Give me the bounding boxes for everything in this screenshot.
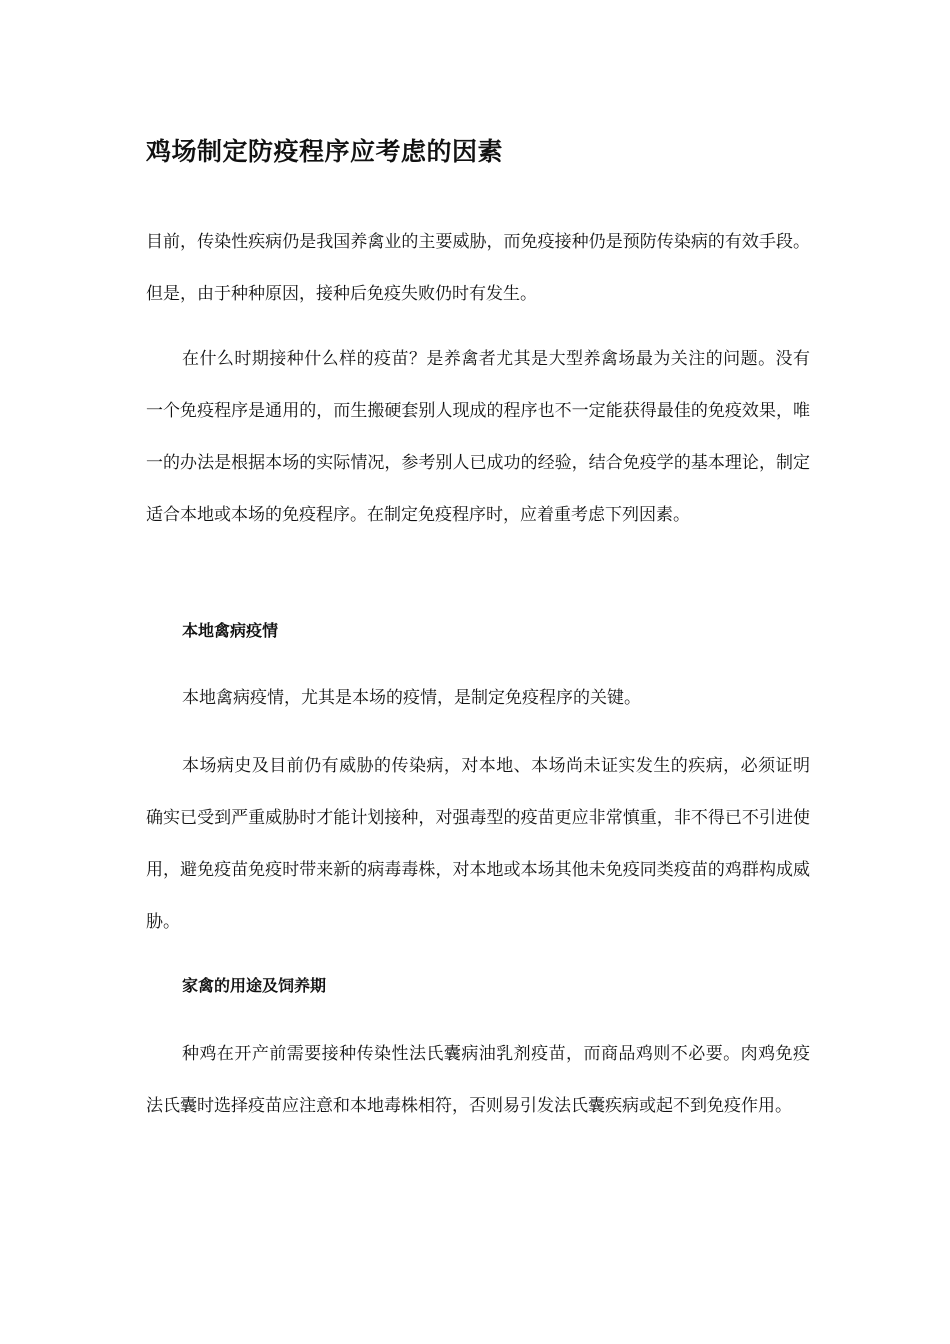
document-title: 鸡场制定防疫程序应考虑的因素	[146, 137, 504, 166]
section-heading-local-epidemic: 本地禽病疫情	[182, 621, 279, 640]
section-heading-poultry-use: 家禽的用途及饲养期	[182, 976, 327, 995]
section2-paragraph-1: 种鸡在开产前需要接种传染性法氏囊病油乳剂疫苗，而商品鸡则不必要。肉鸡免疫法氏囊时选择疫苗应注意和本地毒株相符，否则易引发法氏囊疾病或起不到免疫作用。	[146, 1044, 810, 1116]
section1-paragraph-2: 本场病史及目前仍有威胁的传染病，对本地、本场尚未证实发生的疾病，必须证明确实已受到严重威胁时才能计划接种，对强毒型的疫苗更应非常慎重，非不得已不引进使用，避免疫苗免疫时带来新的病毒毒株，对本地或本场其他未免疫同类疫苗的鸡群构成威胁。	[146, 756, 810, 932]
intro-paragraph: 目前，传染性疾病仍是我国养禽业的主要威胁，而免疫接种仍是预防传染病的有效手段。但是，由于种种原因，接种后免疫失败仍时有发生。	[146, 232, 810, 304]
section1-paragraph-1: 本地禽病疫情，尤其是本场的疫情，是制定免疫程序的关键。	[182, 688, 641, 708]
paragraph-2: 在什么时期接种什么样的疫苗？是养禽者尤其是大型养禽场最为关注的问题。没有一个免疫程序是通用的，而生搬硬套别人现成的程序也不一定能获得最佳的免疫效果，唯一的办法是根据本场的实际情况，参考别人已成功的经验，结合免疫学的基本理论，制定适合本地或本场的免疫程序。在制定免疫程序时，应着重考虑下列因素。	[146, 349, 810, 525]
